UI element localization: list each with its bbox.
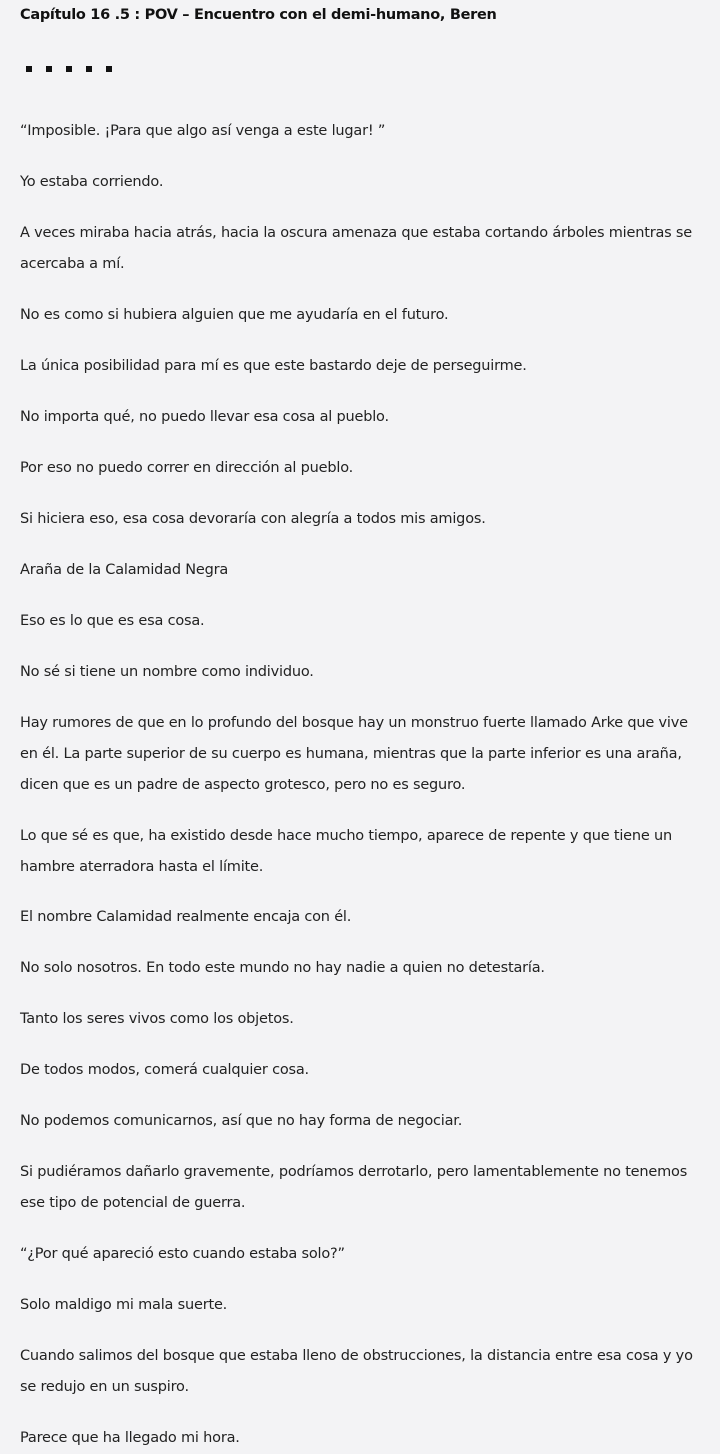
scene-break-dot: [46, 66, 52, 72]
paragraph: Por eso no puedo correr en dirección al pueblo.: [20, 459, 354, 476]
paragraph: Araña de la Calamidad Negra: [20, 561, 229, 578]
paragraph: “Imposible. ¡Para que algo así venga a este lugar! ”: [20, 122, 386, 139]
scene-break-dots: [26, 66, 112, 72]
scene-break-dot: [106, 66, 112, 72]
scene-break-dot: [26, 66, 32, 72]
scene-break-dot: [66, 66, 72, 72]
paragraph: “¿Por qué apareció esto cuando estaba solo?”: [20, 1245, 345, 1262]
scene-break-dot: [86, 66, 92, 72]
paragraph: Yo estaba corriendo.: [20, 173, 164, 190]
paragraph: No solo nosotros. En todo este mundo no hay nadie a quien no detestaría.: [20, 959, 545, 976]
chapter-title: Capítulo 16 .5 : POV – Encuentro con el demi-humano, Beren: [20, 7, 497, 23]
paragraph: Parece que ha llegado mi hora.: [20, 1429, 240, 1446]
paragraph: Lo que sé es que, ha existido desde hace mucho tiempo, aparece de repente y que tiene un hambre aterradora hasta el límite.: [20, 827, 672, 875]
paragraph: Cuando salimos del bosque que estaba lleno de obstrucciones, la distancia entre esa cosa y yo se redujo en un suspiro.: [20, 1347, 693, 1395]
paragraph: Solo maldigo mi mala suerte.: [20, 1296, 228, 1313]
paragraph: Tanto los seres vivos como los objetos.: [20, 1010, 294, 1027]
paragraph: No sé si tiene un nombre como individuo.: [20, 663, 314, 680]
paragraph: Hay rumores de que en lo profundo del bosque hay un monstruo fuerte llamado Arke que vive en él. La parte superior de su cuerpo es humana, mientras que la parte inferior es una araña, dicen que es un padre de aspecto grotesco, pero no es seguro.: [20, 714, 688, 793]
paragraph: No es como si hubiera alguien que me ayudaría en el futuro.: [20, 306, 449, 323]
paragraph: A veces miraba hacia atrás, hacia la oscura amenaza que estaba cortando árboles mientras se acercaba a mí.: [20, 224, 692, 272]
paragraph: Si pudiéramos dañarlo gravemente, podríamos derrotarlo, pero lamentablemente no tenemos ese tipo de potencial de guerra.: [20, 1163, 688, 1211]
paragraph: El nombre Calamidad realmente encaja con él.: [20, 908, 352, 925]
paragraph: Si hiciera eso, esa cosa devoraría con alegría a todos mis amigos.: [20, 510, 486, 527]
paragraph: De todos modos, comerá cualquier cosa.: [20, 1061, 309, 1078]
paragraph: No importa qué, no puedo llevar esa cosa al pueblo.: [20, 408, 389, 425]
paragraph: La única posibilidad para mí es que este bastardo deje de perseguirme.: [20, 357, 527, 374]
paragraph: Eso es lo que es esa cosa.: [20, 612, 205, 629]
paragraph: No podemos comunicarnos, así que no hay forma de negociar.: [20, 1112, 463, 1129]
